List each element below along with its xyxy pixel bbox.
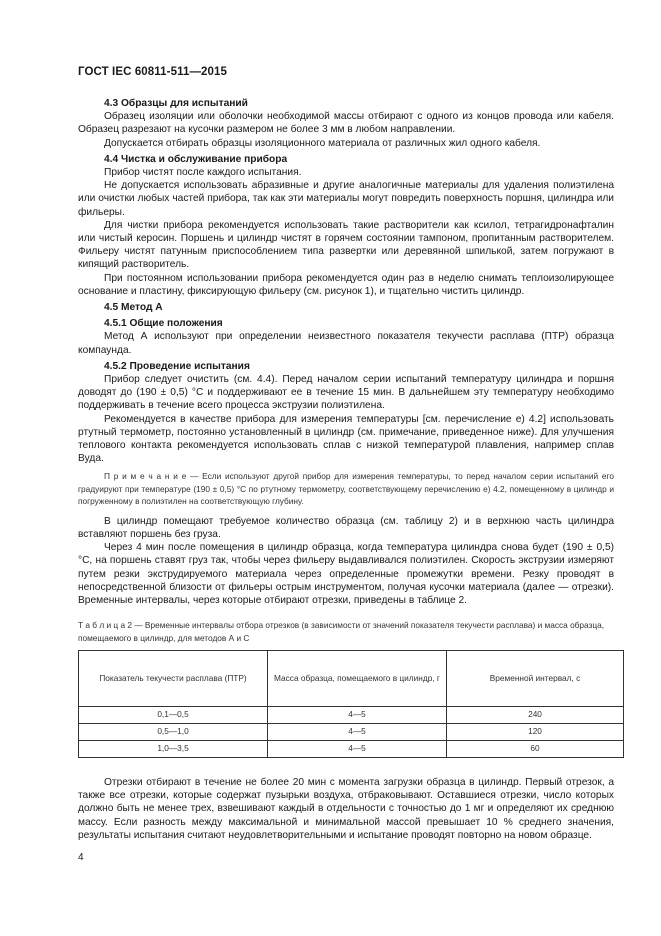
paragraph: Прибор чистят после каждого испытания. xyxy=(104,167,302,179)
table-cell: 4—5 xyxy=(268,706,447,723)
table-header-row xyxy=(79,650,624,706)
table-cell: 120 xyxy=(447,723,624,740)
column-header: Масса образца, помещаемого в цилиндр, г xyxy=(268,650,447,706)
paragraph: Для чистки прибора рекомендуется использовать такие растворители как ксилол, тетрагидронафталин или чистый керосин. Поршень и цилиндр чистят в горячем состоянии тампоном, пропитанным растворителем. Фильеру чистят патунным приспособлением типа развертки или деревянной шпилькой, затем погружают в кипящий растворитель. xyxy=(78,219,614,271)
paragraph: Через 4 мин после помещения в цилиндр образца, когда температура цилиндра снова будет (190 ± 0,5) °С, на поршень ставят груз так, чтобы через фильеру выдавливался полиэтилен. Скорость экструзии измеряют путем резки экструдируемого материала через определенные промежутки времени. Резку проводят в непосредственной близости от фильеры острым инструментом, получая кусочки материала (далее — отрезки). Временные интервалы, через которые отбирают отрезки, приведены в таблице 2. xyxy=(78,542,614,606)
table-row xyxy=(79,706,624,723)
table-row xyxy=(79,723,624,740)
table-cell: 240 xyxy=(447,706,624,723)
table-cell: 0,1—0,5 xyxy=(79,706,268,723)
paragraph: Прибор следует очистить (см. 4.4). Перед началом серии испытаний температуру цилиндра и поршня доводят до (190 ± 0,5) °С и поддерживают ее в течение 15 мин. В дальнейшем эту температуру необходимо поддерживать в течение всего процесса экструзии полиэтилена. xyxy=(78,374,614,412)
section-heading-4-5-1: 4.5.1 Общие положения xyxy=(104,318,223,330)
paragraph: В цилиндр помещают требуемое количество образца (см. таблицу 2) и в верхнюю часть цилиндра вставляют поршень без груза. xyxy=(78,515,614,540)
paragraph: При постоянном использовании прибора рекомендуется один раз в неделю снимать теплоизолирующее основание и пластину, фиксирующую фильеру (см. рисунок 1), и тщательно чистить цилиндр. xyxy=(78,272,614,297)
table-row xyxy=(79,740,624,757)
page-number: 4 xyxy=(78,852,84,863)
document-header: ГОСТ IEC 60811-511—2015 xyxy=(78,66,228,78)
table-cell: 0,5—1,0 xyxy=(79,723,268,740)
column-header: Показатель текучести расплава (ПТР) xyxy=(79,650,268,706)
table-cell: 1,0—3,5 xyxy=(79,740,268,757)
paragraph: Не допускается использовать абразивные и другие аналогичные материалы для удаления полиэтилена или очистки любых частей прибора, так как эти материалы могут повредить поверхность поршня, цилиндра или фильеры. xyxy=(78,180,614,218)
column-header: Временной интервал, с xyxy=(447,650,624,706)
table-caption: Т а б л и ц а 2 — Временные интервалы отбора отрезков (в зависимости от значений показателя текучести расплава) и масса образца, помещаемого в цилиндр, для методов А и С xyxy=(78,620,605,643)
paragraph: Образец изоляции или оболочки необходимой массы отбирают с одного из концов провода или кабеля. Образец разрезают на кусочки размером не более 3 мм в любом направлении. xyxy=(78,111,614,136)
paragraph: Отрезки отбирают в течение не более 20 мин с момента загрузки образца в цилиндр. Первый отрезок, а также все отрезки, которые содержат пузырьки воздуха, отбраковывают. Оставшиеся отрезки, число которых должно быть не менее трех, взвешивают каждый в отдельности с точностью до 1 мг и определяют их среднюю массу. Если разность между максимальной и минимальной массой превышает 10 % среднего значения, результаты испытания считают неудовлетворительными и испытание проводят повторно на новом образце. xyxy=(78,776,614,841)
paragraph: Метод А используют при определении неизвестного показателя текучести расплава (ПТР) образца компаунда. xyxy=(78,331,614,356)
document-body xyxy=(78,94,614,842)
section-heading-4-4: 4.4 Чистка и обслуживание прибора xyxy=(104,153,288,165)
data-table xyxy=(78,650,624,758)
paragraph: Допускается отбирать образцы изоляционного материала от различных жил одного кабеля. xyxy=(104,137,541,149)
section-heading-4-5: 4.5 Метод А xyxy=(104,302,163,314)
paragraph: Рекомендуется в качестве прибора для измерения температуры [см. перечисление е) 4.2] использовать ртутный термометр, постоянно установленный в цилиндр (см. примечание, приведенное ниже). Для улучшения теплового контакта рекомендуется использовать сплав с низкой температурой плавления, например сплав Вуда. xyxy=(78,413,614,465)
table-cell: 4—5 xyxy=(268,723,447,740)
note: П р и м е ч а н и е — Если используют другой прибор для измерения температуры, то перед началом серии испытаний его градуируют при температуре (190 ± 0,5) °С по ртутному термометру, соответствующему перечислению е) 4.2, помещенному в цилиндр и погруженному в полиэтилен на соответствующую глубину. xyxy=(78,471,614,507)
table-cell: 60 xyxy=(447,740,624,757)
table-cell: 4—5 xyxy=(268,740,447,757)
section-heading-4-5-2: 4.5.2 Проведение испытания xyxy=(104,360,250,372)
section-heading-4-3: 4.3 Образцы для испытаний xyxy=(104,98,248,109)
